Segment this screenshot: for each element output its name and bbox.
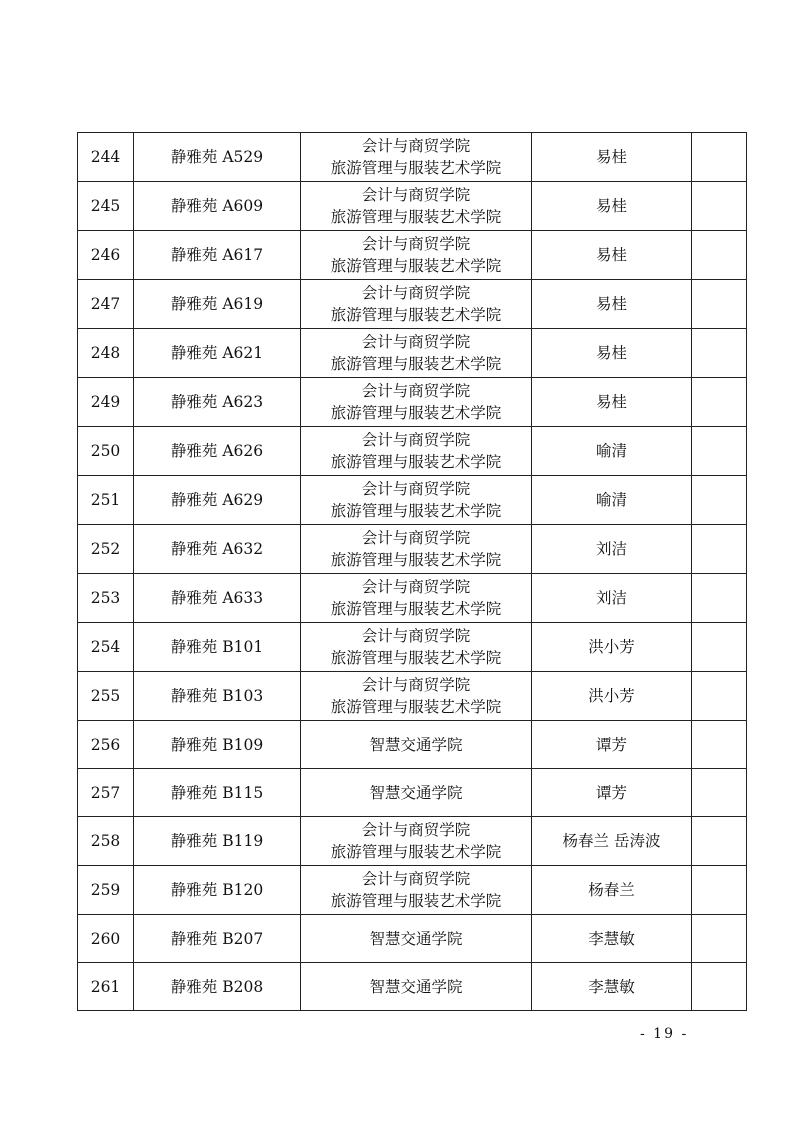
college-name: 会计与商贸学院	[361, 480, 471, 498]
table-row	[78, 280, 747, 329]
college-name: 会计与商贸学院	[361, 333, 471, 351]
person-cell: 杨春兰	[532, 866, 692, 915]
room-cell: 静雅苑 A632	[134, 525, 301, 574]
person-cell: 刘洁	[532, 574, 692, 623]
college-cell	[301, 280, 532, 329]
note-cell	[692, 476, 747, 525]
college-name: 旅游管理与服装艺术学院	[330, 892, 502, 910]
dormitory-table	[77, 132, 747, 1011]
college-cell	[301, 963, 532, 1011]
room-cell: 静雅苑 A626	[134, 427, 301, 476]
college-name: 会计与商贸学院	[361, 676, 471, 694]
room-cell: 静雅苑 A633	[134, 574, 301, 623]
person-cell: 喻清	[532, 427, 692, 476]
college-cell	[301, 329, 532, 378]
person-cell: 李慧敏	[532, 915, 692, 963]
college-cell	[301, 525, 532, 574]
note-cell	[692, 817, 747, 866]
table-row	[78, 133, 747, 182]
college-name: 旅游管理与服装艺术学院	[330, 649, 502, 667]
room-cell: 静雅苑 A619	[134, 280, 301, 329]
row-number-cell: 253	[78, 574, 134, 623]
person-cell: 洪小芳	[532, 623, 692, 672]
college-name: 旅游管理与服装艺术学院	[330, 453, 502, 471]
college-cell	[301, 769, 532, 817]
college-name: 会计与商贸学院	[361, 578, 471, 596]
row-number-cell: 254	[78, 623, 134, 672]
college-cell	[301, 574, 532, 623]
table-row	[78, 623, 747, 672]
room-cell: 静雅苑 A609	[134, 182, 301, 231]
college-cell	[301, 672, 532, 721]
row-number-cell: 258	[78, 817, 134, 866]
college-name: 旅游管理与服装艺术学院	[330, 698, 502, 716]
table-row	[78, 817, 747, 866]
college-name: 旅游管理与服装艺术学院	[330, 502, 502, 520]
college-name: 会计与商贸学院	[361, 870, 471, 888]
college-name: 会计与商贸学院	[361, 431, 471, 449]
college-cell	[301, 182, 532, 231]
table-row	[78, 721, 747, 769]
row-number-cell: 261	[78, 963, 134, 1011]
room-cell: 静雅苑 A529	[134, 133, 301, 182]
college-name: 会计与商贸学院	[361, 235, 471, 253]
college-name: 旅游管理与服装艺术学院	[330, 843, 502, 861]
row-number-cell: 255	[78, 672, 134, 721]
college-cell	[301, 231, 532, 280]
college-cell	[301, 427, 532, 476]
college-cell	[301, 476, 532, 525]
row-number-cell: 246	[78, 231, 134, 280]
person-cell: 刘洁	[532, 525, 692, 574]
person-cell: 易桂	[532, 378, 692, 427]
table-body	[78, 133, 747, 1011]
note-cell	[692, 182, 747, 231]
row-number-cell: 247	[78, 280, 134, 329]
room-cell: 静雅苑 B120	[134, 866, 301, 915]
person-cell: 易桂	[532, 133, 692, 182]
college-name: 会计与商贸学院	[361, 186, 471, 204]
table-row	[78, 672, 747, 721]
person-cell: 易桂	[532, 182, 692, 231]
college-name: 会计与商贸学院	[361, 137, 471, 155]
note-cell	[692, 769, 747, 817]
row-number-cell: 251	[78, 476, 134, 525]
college-name: 会计与商贸学院	[361, 529, 471, 547]
college-cell	[301, 866, 532, 915]
table-row	[78, 574, 747, 623]
person-cell: 易桂	[532, 231, 692, 280]
note-cell	[692, 280, 747, 329]
college-name: 旅游管理与服装艺术学院	[330, 208, 502, 226]
person-cell: 杨春兰 岳涛波	[532, 817, 692, 866]
college-cell	[301, 378, 532, 427]
college-cell	[301, 817, 532, 866]
table-row	[78, 866, 747, 915]
college-name: 旅游管理与服装艺术学院	[330, 355, 502, 373]
table-row	[78, 476, 747, 525]
note-cell	[692, 866, 747, 915]
person-cell: 谭芳	[532, 769, 692, 817]
note-cell	[692, 427, 747, 476]
college-name: 会计与商贸学院	[361, 821, 471, 839]
room-cell: 静雅苑 A623	[134, 378, 301, 427]
college-name: 智慧交通学院	[369, 977, 463, 996]
page-number: - 19 -	[640, 1026, 689, 1042]
room-cell: 静雅苑 B101	[134, 623, 301, 672]
note-cell	[692, 721, 747, 769]
note-cell	[692, 231, 747, 280]
college-name: 会计与商贸学院	[361, 284, 471, 302]
college-name: 旅游管理与服装艺术学院	[330, 257, 502, 275]
table-row	[78, 963, 747, 1011]
note-cell	[692, 525, 747, 574]
person-cell: 喻清	[532, 476, 692, 525]
room-cell: 静雅苑 A621	[134, 329, 301, 378]
college-name: 旅游管理与服装艺术学院	[330, 600, 502, 618]
room-cell: 静雅苑 B103	[134, 672, 301, 721]
table-row	[78, 427, 747, 476]
note-cell	[692, 329, 747, 378]
row-number-cell: 259	[78, 866, 134, 915]
college-cell	[301, 721, 532, 769]
row-number-cell: 252	[78, 525, 134, 574]
note-cell	[692, 623, 747, 672]
row-number-cell: 256	[78, 721, 134, 769]
room-cell: 静雅苑 A617	[134, 231, 301, 280]
note-cell	[692, 963, 747, 1011]
note-cell	[692, 574, 747, 623]
note-cell	[692, 915, 747, 963]
table-row	[78, 231, 747, 280]
row-number-cell: 260	[78, 915, 134, 963]
row-number-cell: 249	[78, 378, 134, 427]
room-cell: 静雅苑 B115	[134, 769, 301, 817]
room-cell: 静雅苑 B119	[134, 817, 301, 866]
college-name: 会计与商贸学院	[361, 627, 471, 645]
row-number-cell: 245	[78, 182, 134, 231]
room-cell: 静雅苑 B207	[134, 915, 301, 963]
person-cell: 李慧敏	[532, 963, 692, 1011]
table-row	[78, 378, 747, 427]
college-name: 智慧交通学院	[369, 735, 463, 754]
note-cell	[692, 133, 747, 182]
college-name: 旅游管理与服装艺术学院	[330, 159, 502, 177]
row-number-cell: 250	[78, 427, 134, 476]
college-cell	[301, 915, 532, 963]
table-row	[78, 329, 747, 378]
college-name: 旅游管理与服装艺术学院	[330, 306, 502, 324]
row-number-cell: 244	[78, 133, 134, 182]
person-cell: 易桂	[532, 329, 692, 378]
person-cell: 谭芳	[532, 721, 692, 769]
college-name: 旅游管理与服装艺术学院	[330, 551, 502, 569]
college-cell	[301, 133, 532, 182]
person-cell: 易桂	[532, 280, 692, 329]
note-cell	[692, 672, 747, 721]
room-cell: 静雅苑 B109	[134, 721, 301, 769]
college-cell	[301, 623, 532, 672]
college-name: 智慧交通学院	[369, 783, 463, 802]
row-number-cell: 248	[78, 329, 134, 378]
table-row	[78, 915, 747, 963]
college-name: 旅游管理与服装艺术学院	[330, 404, 502, 422]
note-cell	[692, 378, 747, 427]
room-cell: 静雅苑 B208	[134, 963, 301, 1011]
room-cell: 静雅苑 A629	[134, 476, 301, 525]
college-name: 会计与商贸学院	[361, 382, 471, 400]
person-cell: 洪小芳	[532, 672, 692, 721]
table-row	[78, 525, 747, 574]
table-row	[78, 182, 747, 231]
college-name: 智慧交通学院	[369, 929, 463, 948]
row-number-cell: 257	[78, 769, 134, 817]
table-row	[78, 769, 747, 817]
